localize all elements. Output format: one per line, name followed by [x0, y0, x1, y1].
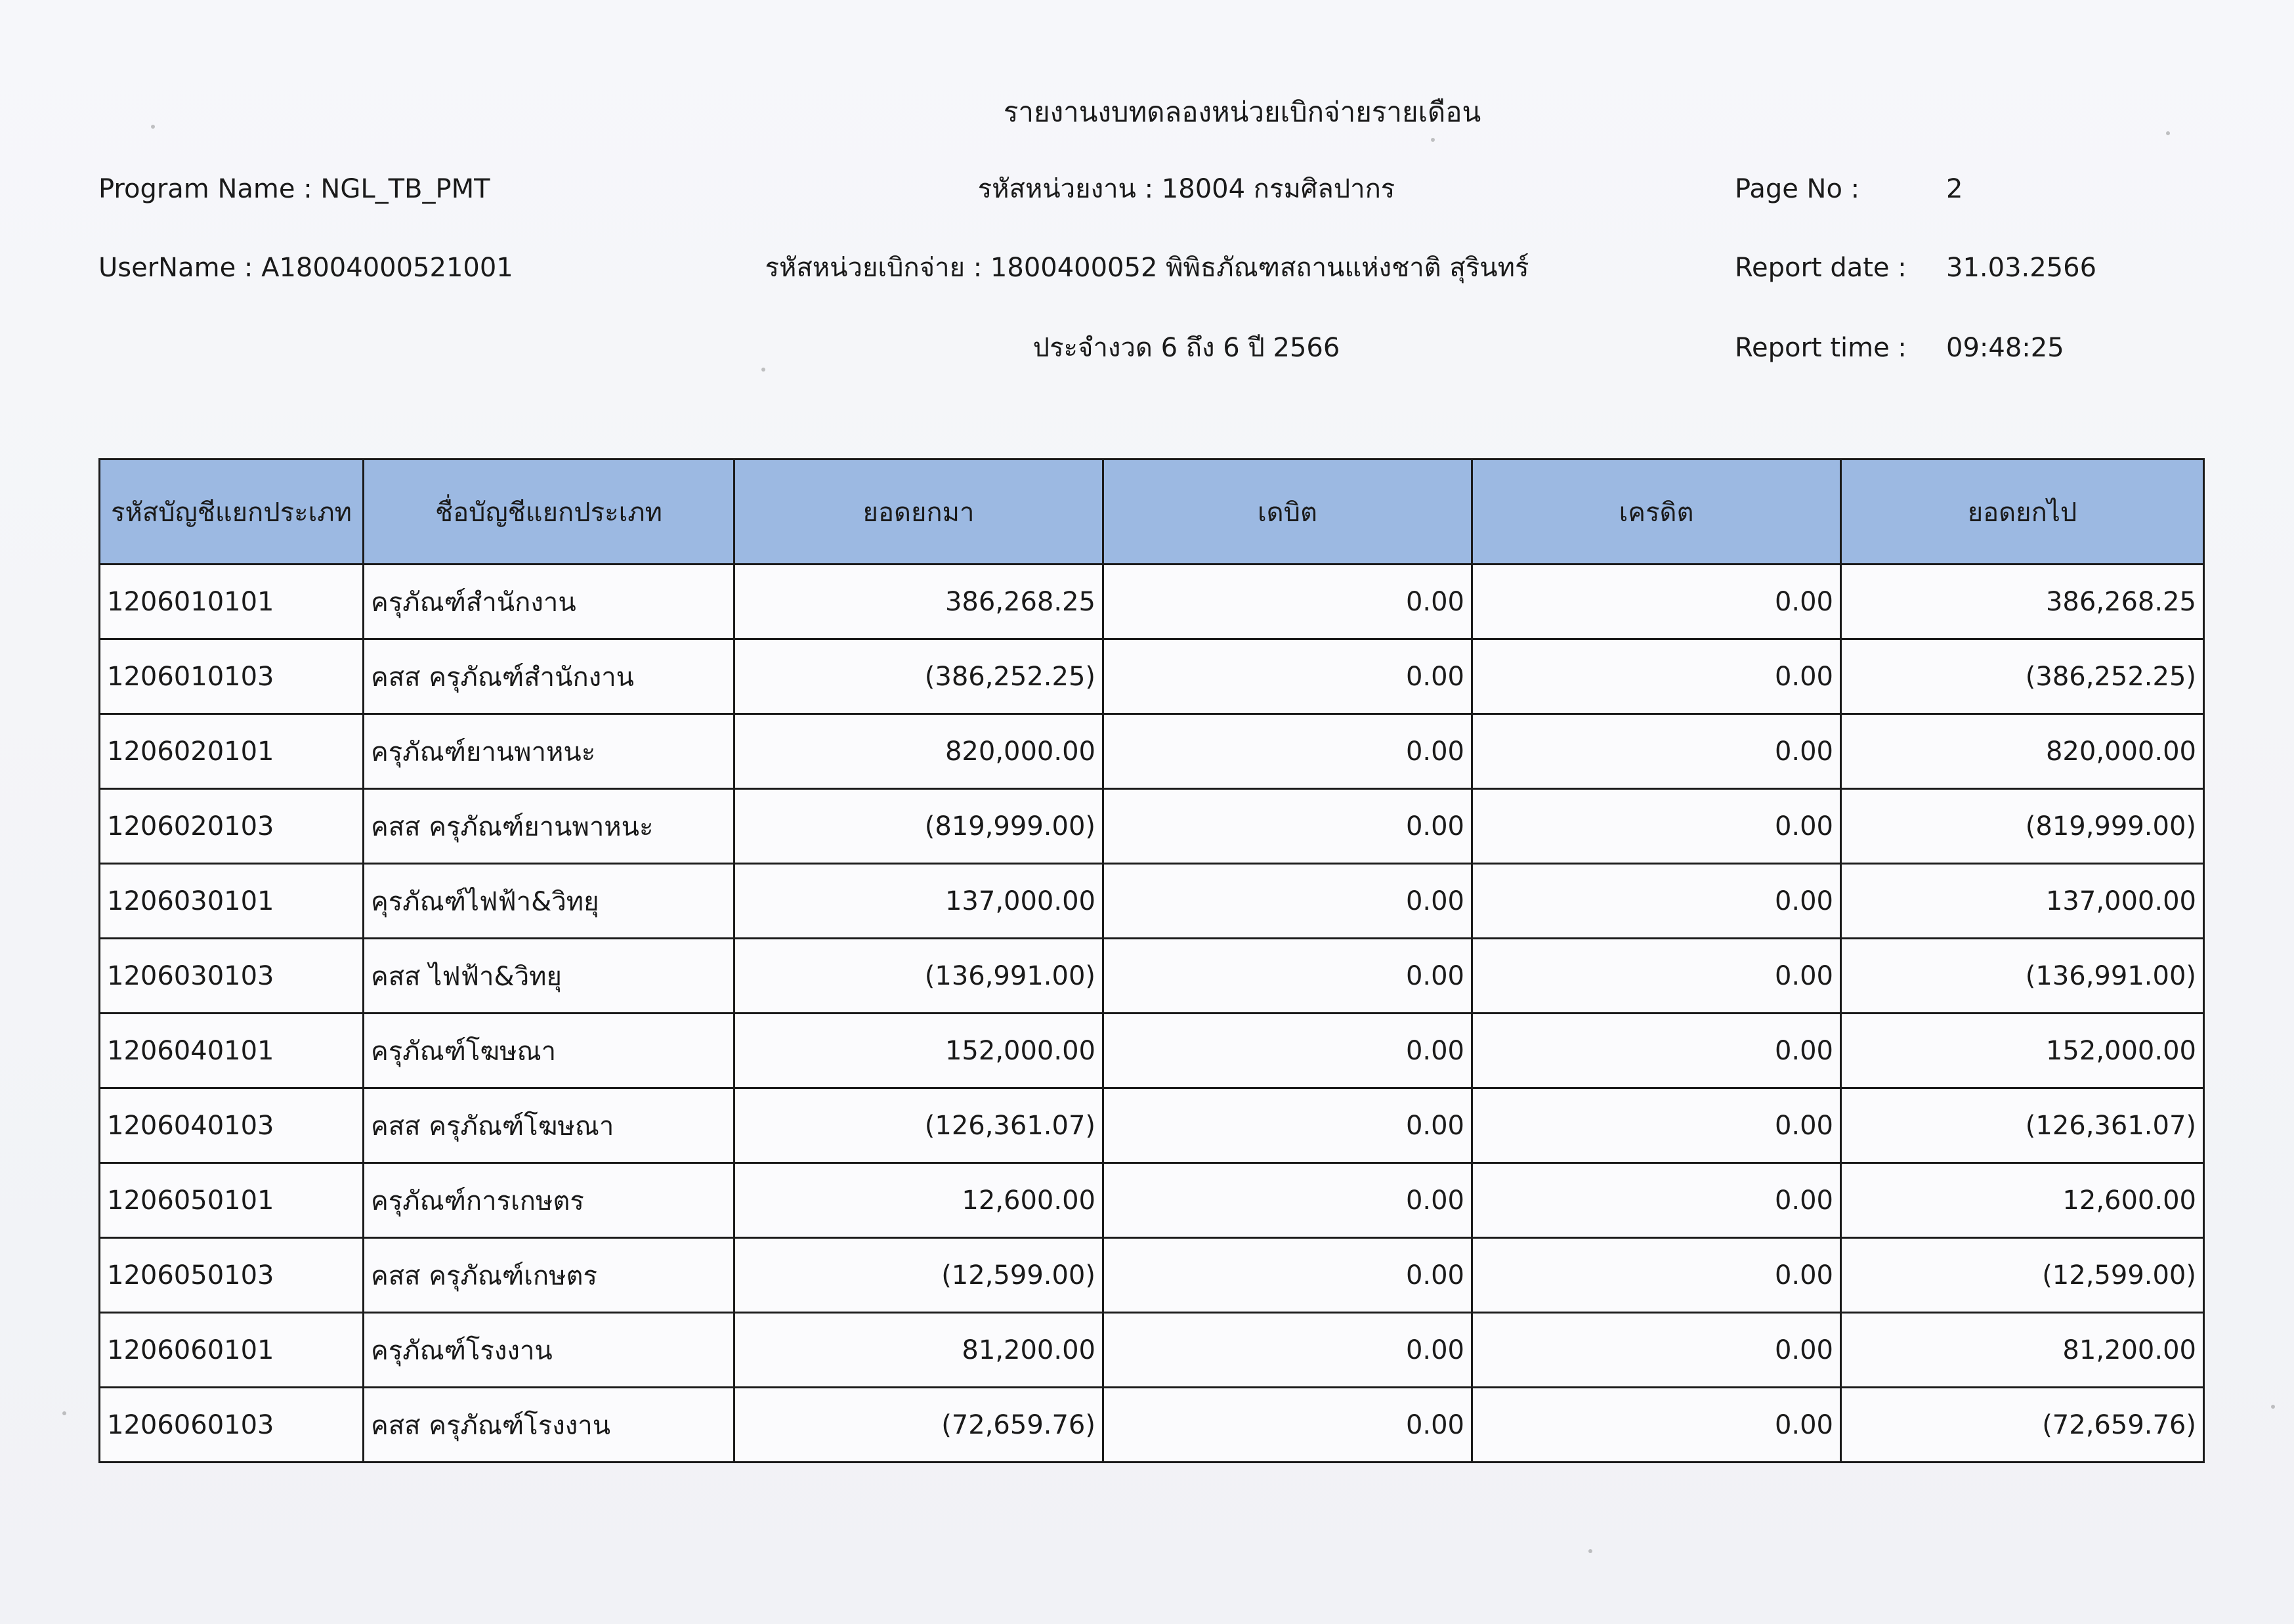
closing-balance: 12,600.00	[1841, 1163, 2204, 1238]
credit: 0.00	[1472, 565, 1841, 639]
closing-balance: (126,361.07)	[1841, 1088, 2204, 1163]
account-name: คสส ครุภัณฑ์สำนักงาน	[364, 639, 734, 714]
opening-balance: (12,599.00)	[734, 1238, 1103, 1313]
account-name: ครุภัณฑ์โฆษณา	[364, 1014, 734, 1088]
debit: 0.00	[1103, 1238, 1472, 1313]
debit: 0.00	[1103, 639, 1472, 714]
header-opening-balance: ยอดยกมา	[734, 459, 1103, 565]
account-name: ครุภัณฑ์ยานพาหนะ	[364, 714, 734, 789]
account-code: 1206020103	[100, 789, 364, 864]
account-code: 1206040103	[100, 1088, 364, 1163]
account-name: คสส ครุภัณฑ์ยานพาหนะ	[364, 789, 734, 864]
account-name: คสส ครุภัณฑ์เกษตร	[364, 1238, 734, 1313]
credit: 0.00	[1472, 714, 1841, 789]
page-no-label: Page No :	[1735, 174, 1860, 204]
report-time-value: 09:48:25	[1946, 333, 2064, 363]
credit: 0.00	[1472, 939, 1841, 1014]
program-name: Program Name : NGL_TB_PMT	[98, 174, 490, 204]
credit: 0.00	[1472, 1238, 1841, 1313]
debit: 0.00	[1103, 864, 1472, 939]
report-date-label: Report date :	[1735, 253, 1907, 283]
account-code: 1206010101	[100, 565, 364, 639]
account-code: 1206040101	[100, 1014, 364, 1088]
account-name: คสส ครุภัณฑ์โฆษณา	[364, 1088, 734, 1163]
scan-speck	[761, 368, 765, 372]
opening-balance: 137,000.00	[734, 864, 1103, 939]
report-period: ประจำงวด 6 ถึง 6 ปี 2566	[1032, 333, 1340, 363]
disbursement-unit: รหัสหน่วยเบิกจ่าย : 1800400052 พิพิธภัณฑสถานแห่งชาติ สุรินทร์	[765, 253, 1529, 283]
header-debit: เดบิต	[1103, 459, 1472, 565]
table-row	[100, 639, 2204, 714]
account-code: 1206050101	[100, 1163, 364, 1238]
debit: 0.00	[1103, 939, 1472, 1014]
user-name: UserName : A18004000521001	[98, 253, 513, 283]
scan-speck	[62, 1411, 66, 1415]
credit: 0.00	[1472, 789, 1841, 864]
table-row	[100, 1238, 2204, 1313]
table-row	[100, 714, 2204, 789]
scan-speck	[1588, 1549, 1592, 1553]
debit: 0.00	[1103, 789, 1472, 864]
table-row	[100, 1088, 2204, 1163]
credit: 0.00	[1472, 1163, 1841, 1238]
scan-speck	[1431, 138, 1435, 142]
opening-balance: (126,361.07)	[734, 1088, 1103, 1163]
table-row	[100, 939, 2204, 1014]
table-row	[100, 1163, 2204, 1238]
header-credit: เครดิต	[1472, 459, 1841, 565]
closing-balance: (386,252.25)	[1841, 639, 2204, 714]
closing-balance: (819,999.00)	[1841, 789, 2204, 864]
closing-balance: (136,991.00)	[1841, 939, 2204, 1014]
debit: 0.00	[1103, 1088, 1472, 1163]
account-code: 1206010103	[100, 639, 364, 714]
table-row	[100, 864, 2204, 939]
debit: 0.00	[1103, 1388, 1472, 1463]
debit: 0.00	[1103, 1014, 1472, 1088]
header-account-name: ชื่อบัญชีแยกประเภท	[364, 459, 734, 565]
scan-speck	[2271, 1405, 2275, 1409]
report-time-label: Report time :	[1735, 333, 1907, 363]
closing-balance: 152,000.00	[1841, 1014, 2204, 1088]
debit: 0.00	[1103, 565, 1472, 639]
account-name: คุรภัณฑ์ไฟฟ้า&วิทยุ	[364, 864, 734, 939]
account-name: คสส ไฟฟ้า&วิทยุ	[364, 939, 734, 1014]
debit: 0.00	[1103, 1163, 1472, 1238]
account-name: ครุภัณฑ์สำนักงาน	[364, 565, 734, 639]
opening-balance: 386,268.25	[734, 565, 1103, 639]
opening-balance: 81,200.00	[734, 1313, 1103, 1388]
closing-balance: 820,000.00	[1841, 714, 2204, 789]
opening-balance: (72,659.76)	[734, 1388, 1103, 1463]
account-code: 1206020101	[100, 714, 364, 789]
scan-speck	[2166, 131, 2170, 135]
table-row	[100, 1014, 2204, 1088]
opening-balance: 820,000.00	[734, 714, 1103, 789]
account-code: 1206060101	[100, 1313, 364, 1388]
opening-balance: 152,000.00	[734, 1014, 1103, 1088]
report-date-value: 31.03.2566	[1946, 253, 2097, 283]
header-closing-balance: ยอดยกไป	[1841, 459, 2204, 565]
opening-balance: 12,600.00	[734, 1163, 1103, 1238]
account-name: ครุภัณฑ์การเกษตร	[364, 1163, 734, 1238]
opening-balance: (819,999.00)	[734, 789, 1103, 864]
opening-balance: (136,991.00)	[734, 939, 1103, 1014]
debit: 0.00	[1103, 1313, 1472, 1388]
account-code: 1206050103	[100, 1238, 364, 1313]
account-code: 1206030101	[100, 864, 364, 939]
closing-balance: 386,268.25	[1841, 565, 2204, 639]
credit: 0.00	[1472, 1313, 1841, 1388]
credit: 0.00	[1472, 1088, 1841, 1163]
account-code: 1206030103	[100, 939, 364, 1014]
table-row	[100, 1388, 2204, 1463]
report-title: รายงานงบทดลองหน่วยเบิกจ่ายรายเดือน	[1003, 96, 1481, 128]
credit: 0.00	[1472, 864, 1841, 939]
credit: 0.00	[1472, 639, 1841, 714]
closing-balance: (12,599.00)	[1841, 1238, 2204, 1313]
table-row	[100, 565, 2204, 639]
scan-speck	[151, 125, 155, 129]
table-row	[100, 1313, 2204, 1388]
header-account-code: รหัสบัญชีแยกประเภท	[100, 459, 364, 565]
agency-code: รหัสหน่วยงาน : 18004 กรมศิลปากร	[977, 174, 1395, 204]
opening-balance: (386,252.25)	[734, 639, 1103, 714]
closing-balance: 81,200.00	[1841, 1313, 2204, 1388]
page-no-value: 2	[1946, 174, 1963, 204]
trial-balance-table	[98, 458, 2205, 1463]
account-name: คสส ครุภัณฑ์โรงงาน	[364, 1388, 734, 1463]
account-name: ครุภัณฑ์โรงงาน	[364, 1313, 734, 1388]
credit: 0.00	[1472, 1388, 1841, 1463]
table-header-row	[100, 459, 2204, 565]
table-row	[100, 789, 2204, 864]
closing-balance: 137,000.00	[1841, 864, 2204, 939]
account-code: 1206060103	[100, 1388, 364, 1463]
debit: 0.00	[1103, 714, 1472, 789]
credit: 0.00	[1472, 1014, 1841, 1088]
closing-balance: (72,659.76)	[1841, 1388, 2204, 1463]
